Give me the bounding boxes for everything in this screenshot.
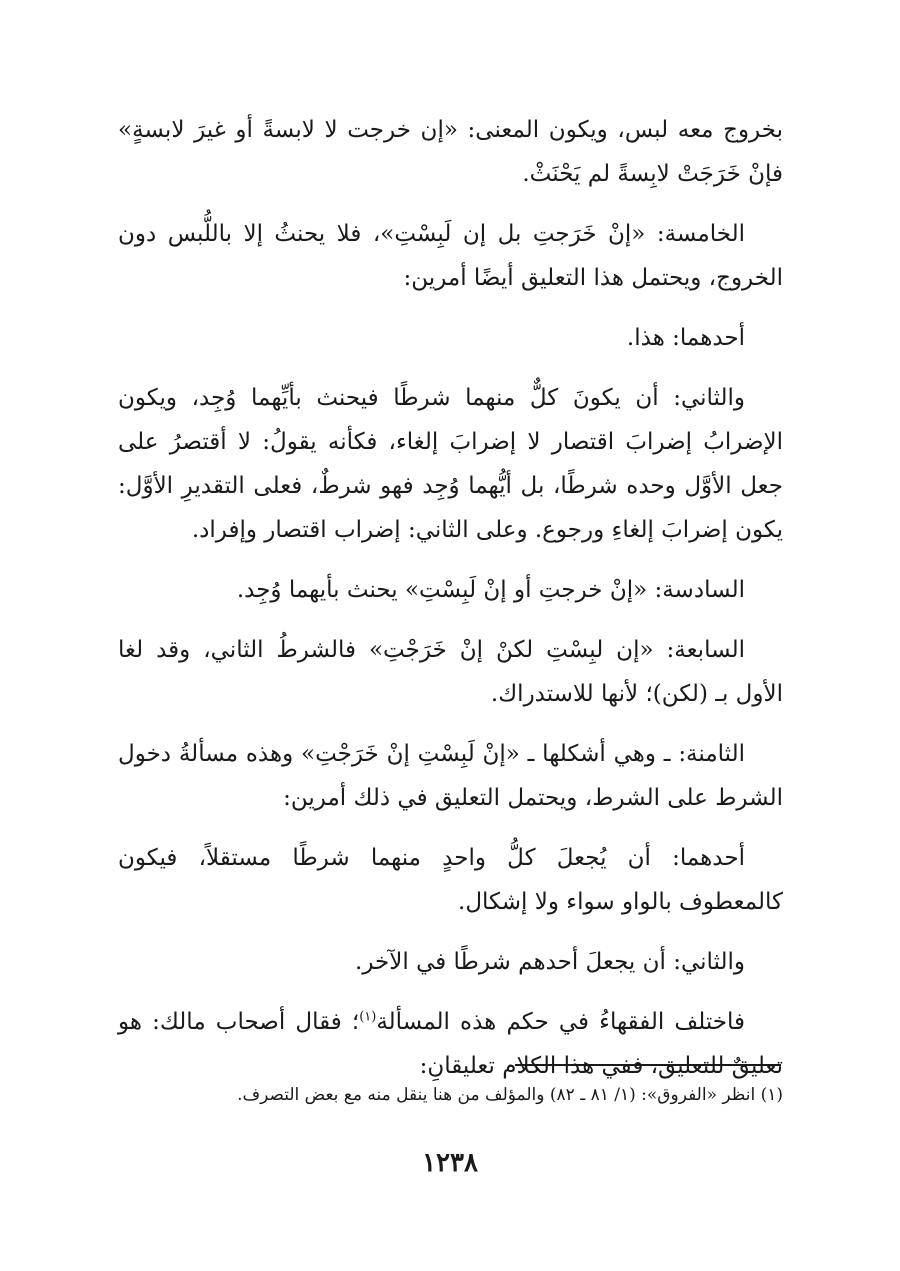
page-number: ١٢٣٨: [422, 1148, 478, 1178]
paragraph-5: السادسة: «إنْ خرجتِ أو إنْ لَبِسْتِ» يحنث بأيهما وُجِد.: [236, 577, 745, 603]
paragraph-2: الخامسة: «إنْ خَرَجتِ بل إن لَبِسْتِ»، فلا يحنثُ إلا باللُّبس دون الخروج، ويحتمل هذا التعليق أيضًا أمرين:: [118, 221, 783, 291]
footnote-divider: [515, 1064, 781, 1066]
paragraph-1: بخروج معه لبس، ويكون المعنى: «إن خرجت لا لابسةً أو غيرَ لابسةٍ» فإنْ خَرَجَتْ لابِسةً لم يَحْنَثْ.: [118, 117, 783, 187]
paragraph-4: والثاني: أن يكونَ كلٌّ منهما شرطًا فيحنث بأيِّهما وُجِد، ويكون الإضرابُ إضرابَ اقتصار لا إضرابَ إلغاء، فكأنه يقولُ: لا أقتصرُ على جعل الأوَّل وحده شرطًا، بل أيُّهما وُجِد فهو شرطٌ، فعلى التقديرِ الأوَّل: يكون إضرابَ إلغاءِ ورجوع. وعلى الثاني: إضراب اقتصار وإفراد.: [118, 385, 783, 543]
paragraph-3: أحدهما: هذا.: [626, 325, 745, 351]
paragraph-10: [118, 1000, 783, 1088]
paragraph-9: والثاني: أن يجعلَ أحدهم شرطًا في الآخر.: [355, 949, 745, 975]
footnote: (١) انظر «الفروق»: (١/ ٨١ ـ ٨٢) والمؤلف من هنا ينقل منه مع بعض التصرف.: [237, 1085, 783, 1105]
main-text: [118, 108, 783, 1104]
paragraph-8: أحدهما: أن يُجعلَ كلُّ واحدٍ منهما شرطًا مستقلاً، فيكون كالمعطوف بالواو سواء ولا إشكال.: [118, 845, 783, 915]
paragraph-10-end: ؛ فقال أصحاب مالك: هو تعليقٌ للتعليق، ففي هذا الكلام تعليقانِ:: [118, 1009, 783, 1079]
paragraph-10-start: فاختلف الفقهاءُ في حكم هذه المسألة: [376, 1009, 746, 1035]
paragraph-7: الثامنة: ـ وهي أشكلها ـ «إنْ لَبِسْتِ إنْ خَرَجْتِ» وهذه مسألةُ دخول الشرط على الشرط، ويحتمل التعليق في ذلك أمرين:: [118, 741, 783, 811]
footnote-reference[interactable]: (١): [359, 1009, 377, 1025]
paragraph-6: السابعة: «إن لبِسْتِ لكنْ إنْ خَرَجْتِ» فالشرطُ الثاني، وقد لغا الأول بـ (لكن)؛ لأنها للاستدراك.: [118, 637, 783, 707]
